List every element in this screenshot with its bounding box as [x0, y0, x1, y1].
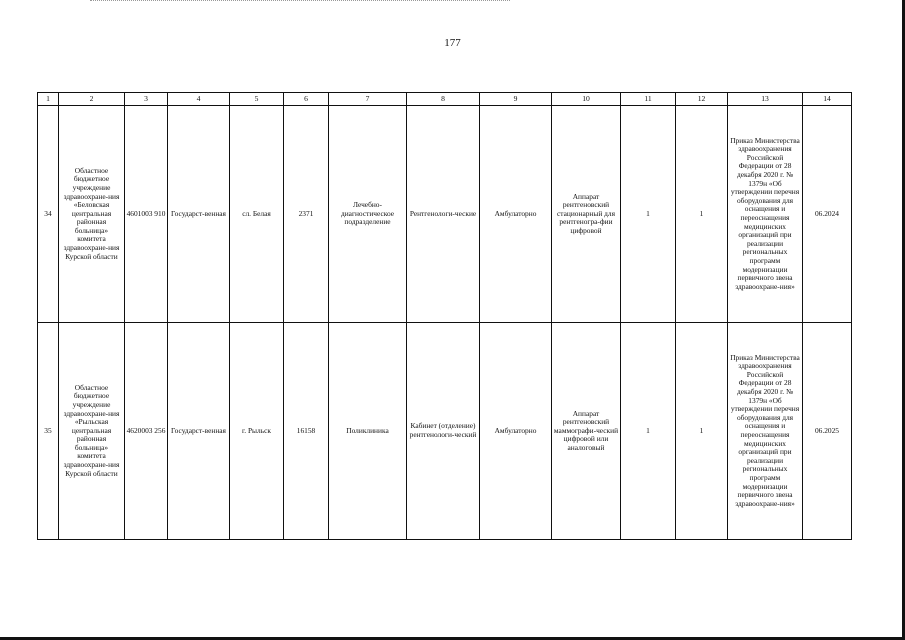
department-cell: Поликлиника	[329, 323, 407, 540]
equipment-cell: Аппарат рентгеновский маммографи-ческий цифровой или аналоговый	[552, 323, 621, 540]
equipment-cell: Аппарат рентгеновский стационарный для рентгеногра-фии цифровой	[552, 106, 621, 323]
column-header: 9	[480, 93, 552, 106]
column-header: 1	[38, 93, 59, 106]
ownership-cell: Государст-венная	[168, 323, 230, 540]
table-header-row	[38, 93, 852, 106]
quantity-cell: 1	[676, 106, 728, 323]
scan-top-edge	[90, 0, 510, 2]
population-cell: 16158	[284, 323, 329, 540]
column-header: 2	[59, 93, 125, 106]
column-header: 4	[168, 93, 230, 106]
care-condition-cell: Амбулаторно	[480, 106, 552, 323]
care-condition-cell: Амбулаторно	[480, 323, 552, 540]
date-cell: 06.2024	[803, 106, 852, 323]
table-row	[38, 323, 852, 540]
column-header: 5	[230, 93, 284, 106]
table-row	[38, 106, 852, 323]
column-header: 8	[407, 93, 480, 106]
locality-cell: г. Рыльск	[230, 323, 284, 540]
organization-cell: Областное бюджетное учреждение здравоохране-ния «Беловская центральная районная больница» комитета здравоохране-ния Курской области	[59, 106, 125, 323]
row-number-cell: 35	[38, 323, 59, 540]
ownership-cell: Государст-венная	[168, 106, 230, 323]
quantity-cell: 1	[676, 323, 728, 540]
cabinet-cell: Кабинет (отделение) рентгенологи-ческий	[407, 323, 480, 540]
column-header: 7	[329, 93, 407, 106]
code-cell: 4620003 256	[125, 323, 168, 540]
date-cell: 06.2025	[803, 323, 852, 540]
organization-cell: Областное бюджетное учреждение здравоохране-ния «Рыльская центральная районная больница» комитета здравоохране-ния Курской области	[59, 323, 125, 540]
column-header: 14	[803, 93, 852, 106]
equipment-table	[37, 92, 852, 540]
code-cell: 4601003 910	[125, 106, 168, 323]
column-header: 12	[676, 93, 728, 106]
column-header: 13	[728, 93, 803, 106]
column-header: 3	[125, 93, 168, 106]
column-header: 11	[621, 93, 676, 106]
column-header: 10	[552, 93, 621, 106]
column-header: 6	[284, 93, 329, 106]
regulation-cell: Приказ Министерства здравоохранения Российской Федерации от 28 декабря 2020 г. № 1379н «Об утверждении перечня оборудования для оснащения и переоснащения медицинских организаций при реализации региональных программ модернизации первичного звена здравоохране-ния»	[728, 323, 803, 540]
department-cell: Лечебно-диагностическое подразделение	[329, 106, 407, 323]
cabinet-cell: Рентгенологи-ческие	[407, 106, 480, 323]
page-number: 177	[444, 37, 461, 49]
row-number-cell: 34	[38, 106, 59, 323]
quantity-cell: 1	[621, 323, 676, 540]
population-cell: 2371	[284, 106, 329, 323]
regulation-cell: Приказ Министерства здравоохранения Российской Федерации от 28 декабря 2020 г. № 1379н «Об утверждении перечня оборудования для оснащения и переоснащения медицинских организаций при реализации региональных программ модернизации первичного звена здравоохране-ния»	[728, 106, 803, 323]
locality-cell: сл. Белая	[230, 106, 284, 323]
quantity-cell: 1	[621, 106, 676, 323]
